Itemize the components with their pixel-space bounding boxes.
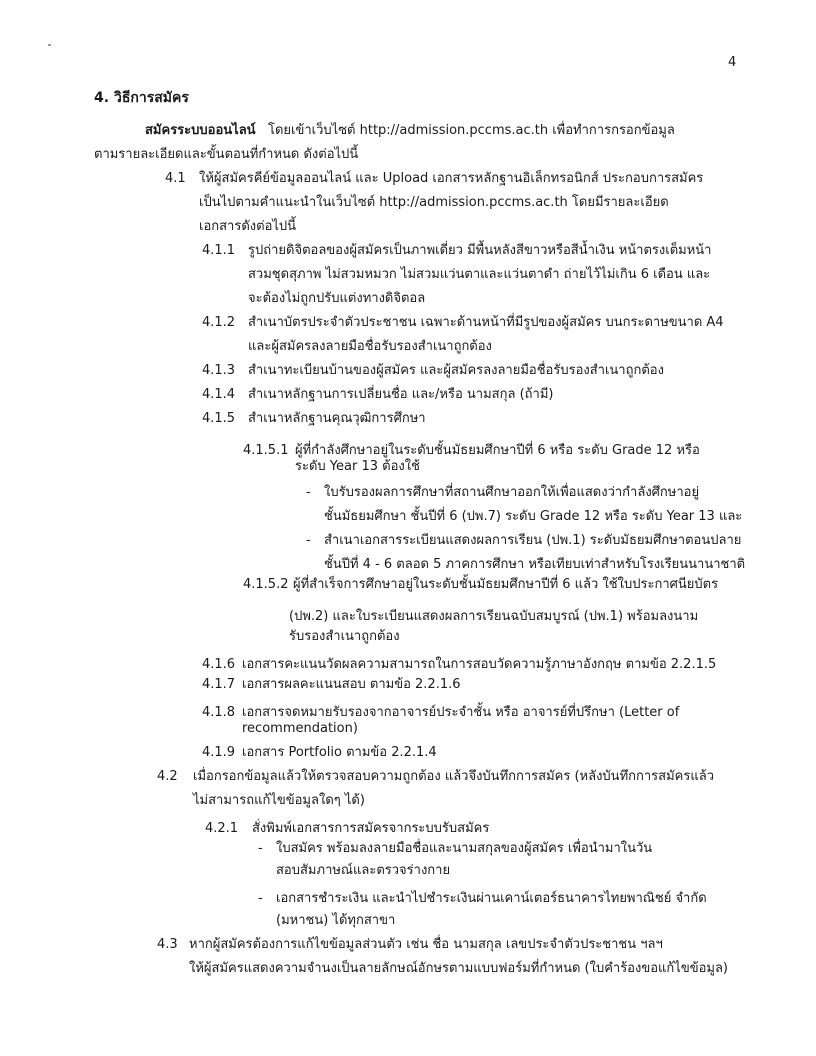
section-number: 4. [94,90,110,106]
intro-line-2: ตามรายละเอียดและขั้นตอนที่กำหนด ดังต่อไปนี้ [94,147,359,162]
scan-speck [48,44,51,46]
bullet-line: (มหาชน) ได้ทุกสาขา [276,913,396,928]
item-4-1-line-2: เป็นไปตามคำแนะนำในเว็บไซต์ http://admission.pccms.ac.th โดยมีรายละเอียด [199,195,669,210]
item-4-3-number: 4.3 [157,937,178,952]
item-4-2-1-number: 4.2.1 [205,821,239,836]
item-4-1-5-2-line-1: ผู้ที่สำเร็จการศึกษาอยู่ในระดับชั้นมัธยมศึกษาปีที่ 6 แล้ว ใช้ใบประกาศนียบัตร [293,577,719,592]
intro-line-1: โดยเข้าเว็บไซต์ http://admission.pccms.ac.th เพื่อทำการกรอกข้อมูล [268,123,675,138]
bullet-line: ใบสมัคร พร้อมลงลายมือชื่อและนามสกุลของผู้สมัคร เพื่อนำมาในวัน [276,841,653,856]
item-4-1-9-number: 4.1.9 [202,745,236,760]
item-4-1-7-number: 4.1.7 [202,677,236,692]
item-4-1-8-line-1: เอกสารจดหมายรับรองจากอาจารย์ประจำชั้น หรือ อาจารย์ที่ปรึกษา (Letter of [242,705,680,720]
item-4-1-5-1-number: 4.1.5.1 [243,443,289,458]
bullet-dash: - [306,533,311,548]
item-4-1-4-line-1: สำเนาหลักฐานการเปลี่ยนชื่อ และ/หรือ นามสกุล (ถ้ามี) [248,387,554,402]
item-4-1-2-line-1: สำเนาบัตรประจำตัวประชาชน เฉพาะด้านหน้าที่มีรูปของผู้สมัคร บนกระดาษขนาด A4 [248,315,724,330]
section-title: วิธีการสมัคร [114,90,189,106]
item-4-1-7-line-1: เอกสารผลคะแนนสอบ ตามข้อ 2.2.1.6 [242,677,461,692]
bullet-dash: - [258,841,263,856]
item-4-1-9-line-1: เอกสาร Portfolio ตามข้อ 2.2.1.4 [242,745,437,760]
bullet-dash: - [258,891,263,906]
item-4-2-number: 4.2 [157,769,178,784]
bullet-line: ใบรับรองผลการศึกษาที่สถานศึกษาออกให้เพื่อแสดงว่ากำลังศึกษาอยู่ [324,485,700,500]
item-4-1-5-2-line-3: รับรองสำเนาถูกต้อง [289,629,400,644]
item-4-1-4-number: 4.1.4 [202,387,236,402]
item-4-3-line-2: ให้ผู้สมัครแสดงความจำนงเป็นลายลักษณ์อักษรตามแบบฟอร์มที่กำหนด (ใบคำร้องขอแก้ไขข้อมูล) [189,961,729,976]
item-4-1-2-line-2: และผู้สมัครลงลายมือชื่อรับรองสำเนาถูกต้อง [248,339,492,354]
item-4-1-number: 4.1 [165,171,186,186]
item-4-1-line-3: เอกสารดังต่อไปนี้ [199,219,297,234]
bullet-line: ชั้นมัธยมศึกษา ชั้นปีที่ 6 (ปพ.7) ระดับ Grade 12 หรือ ระดับ Year 13 และ [324,509,743,524]
page-number: 4 [728,55,737,70]
item-4-1-2-number: 4.1.2 [202,315,236,330]
bullet-dash: - [306,485,311,500]
item-4-1-5-number: 4.1.5 [202,411,236,426]
item-4-1-line-1: ให้ผู้สมัครคีย์ข้อมูลออนไลน์ และ Upload เอกสารหลักฐานอิเล็กทรอนิกส์ ประกอบการสมัคร [199,171,704,186]
item-4-1-5-2-number: 4.1.5.2 [243,577,289,592]
item-4-1-5-line-1: สำเนาหลักฐานคุณวุฒิการศึกษา [248,411,426,426]
item-4-1-5-2-line-2: (ปพ.2) และใบระเบียนแสดงผลการเรียนฉบับสมบูรณ์ (ปพ.1) พร้อมลงนาม [289,609,699,624]
item-4-2-line-1: เมื่อกรอกข้อมูลแล้วให้ตรวจสอบความถูกต้อง แล้วจึงบันทึกการสมัคร (หลังบันทึกการสมัครแล้ว [193,769,714,784]
bullet-line: สอบสัมภาษณ์และตรวจร่างกาย [276,863,451,878]
item-4-1-1-line-2: สวมชุดสุภาพ ไม่สวมหมวก ไม่สวมแว่นตาและแว่นตาดำ ถ่ายไว้ไม่เกิน 6 เดือน และ [248,267,711,282]
item-4-1-3-number: 4.1.3 [202,363,236,378]
item-4-2-1-line-1: สั่งพิมพ์เอกสารการสมัครจากระบบรับสมัคร [252,821,490,836]
item-4-1-6-number: 4.1.6 [202,657,236,672]
intro-bold: สมัครระบบออนไลน์ [145,123,256,138]
item-4-1-1-line-1: รูปถ่ายดิจิตอลของผู้สมัครเป็นภาพเดี่ยว มีพื้นหลังสีขาวหรือสีน้ำเงิน หน้าตรงเต็มหน้า [248,243,712,258]
item-4-1-3-line-1: สำเนาทะเบียนบ้านของผู้สมัคร และผู้สมัครลงลายมือชื่อรับรองสำเนาถูกต้อง [248,363,664,378]
item-4-1-8-number: 4.1.8 [202,705,236,720]
bullet-line: ชั้นปีที่ 4 - 6 ตลอด 5 ภาคการศึกษา หรือเทียบเท่าสำหรับโรงเรียนนานาชาติ [324,557,746,572]
item-4-1-1-number: 4.1.1 [202,243,236,258]
item-4-1-1-line-3: จะต้องไม่ถูกปรับแต่งทางดิจิตอล [248,291,426,306]
bullet-line: เอกสารชำระเงิน และนำไปชำระเงินผ่านเคาน์เตอร์ธนาคารไทยพาณิชย์ จำกัด [276,891,707,906]
bullet-line: สำเนาเอกสารระเบียนแสดงผลการเรียน (ปพ.1) ระดับมัธยมศึกษาตอนปลาย [324,533,742,548]
item-4-3-line-1: หากผู้สมัครต้องการแก้ไขข้อมูลส่วนตัว เช่น ชื่อ นามสกุล เลขประจำตัวประชาชน ฯลฯ [189,937,663,952]
item-4-2-line-2: ไม่สามารถแก้ไขข้อมูลใดๆ ได้) [193,793,365,808]
item-4-1-5-1-line-2: ระดับ Year 13 ต้องใช้ [295,459,420,474]
item-4-1-5-1-line-1: ผู้ที่กำลังศึกษาอยู่ในระดับชั้นมัธยมศึกษาปีที่ 6 หรือ ระดับ Grade 12 หรือ [295,443,700,458]
item-4-1-8-line-2: recommendation) [242,721,358,736]
item-4-1-6-line-1: เอกสารคะแนนวัดผลความสามารถในการสอบวัดความรู้ภาษาอังกฤษ ตามข้อ 2.2.1.5 [242,657,717,672]
